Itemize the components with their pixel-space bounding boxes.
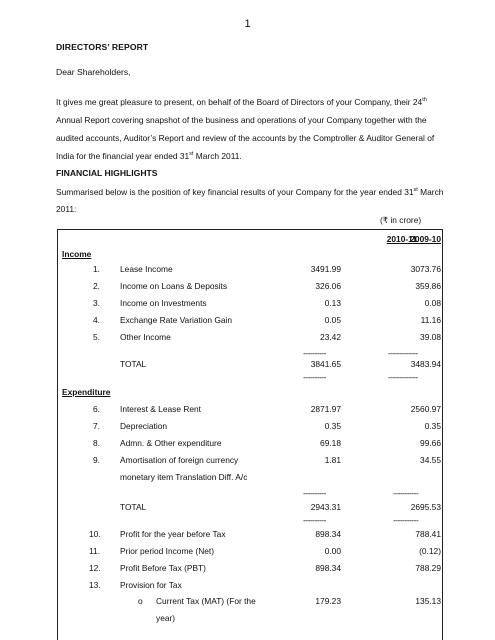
row-label: Amortisation of foreign currency bbox=[120, 455, 239, 465]
row-label: Interest & Lease Rent bbox=[120, 404, 202, 414]
value-2009-10: 3073.76 bbox=[410, 264, 441, 274]
row-number: 2. bbox=[93, 281, 100, 291]
row-label: Profit for the year before Tax bbox=[120, 529, 226, 539]
value-2009-10: 0.35 bbox=[424, 421, 441, 431]
row-number: 10. bbox=[89, 529, 101, 539]
column-header-2010-11: 2010-11 bbox=[386, 234, 417, 244]
value-2009-10: 0.08 bbox=[424, 298, 441, 308]
salutation: Dear Shareholders, bbox=[56, 67, 131, 77]
value-2009-10: 135.13 bbox=[415, 596, 441, 606]
row-label: Income on Loans & Deposits bbox=[120, 281, 228, 291]
row-number: 7. bbox=[93, 421, 100, 431]
row-label-continued: monetary item Translation Diff. A/c bbox=[120, 472, 248, 482]
value-2009-10: 34.55 bbox=[420, 455, 441, 465]
dash-separator: ---------- bbox=[303, 372, 326, 382]
value-2010-11: 23.42 bbox=[320, 332, 341, 342]
row-label: Provision for Tax bbox=[120, 580, 182, 590]
income-label: Income bbox=[62, 249, 92, 259]
value-2009-10: 788.29 bbox=[415, 563, 441, 573]
intro-paragraph: It gives me great pleasure to present, on behalf of the Board of Directors of your Company, their 24th Annual Report covering snapshot of the business and operations of your Company together with the audited accounts, Auditor’s Report and review of the accounts by the Comptroller & Auditor General of India for the financial year ended 31st March 2011. bbox=[56, 97, 435, 161]
row-number: 11. bbox=[89, 546, 101, 556]
row-number: 13. bbox=[89, 580, 101, 590]
row-label: Depreciation bbox=[120, 421, 168, 431]
value-2009-10: (0.12) bbox=[419, 546, 441, 556]
value-2009-10: 11.16 bbox=[420, 315, 441, 325]
row-label: Admn. & Other expenditure bbox=[120, 438, 222, 448]
expenditure-label: Expenditure bbox=[62, 387, 111, 397]
value-2009-10: 788.41 bbox=[415, 529, 441, 539]
row-number: 4. bbox=[93, 315, 100, 325]
row-number: 9. bbox=[93, 455, 100, 465]
row-label: Prior period Income (Net) bbox=[120, 546, 215, 556]
value-2009-10: 359.86 bbox=[415, 281, 441, 291]
value-2010-11: 2871.97 bbox=[310, 404, 341, 414]
dash-separator: ------------- bbox=[388, 348, 418, 358]
dash-separator: ---------- bbox=[303, 348, 326, 358]
expenditure-total-2009-10: 2695.53 bbox=[410, 502, 441, 512]
row-number: 12. bbox=[89, 563, 101, 573]
value-2010-11: 0.13 bbox=[324, 298, 341, 308]
value-2010-11: 0.05 bbox=[324, 315, 341, 325]
value-2010-11: 326.06 bbox=[315, 281, 341, 291]
dash-separator: ------------- bbox=[388, 372, 418, 382]
row-label: Profit Before Tax (PBT) bbox=[120, 563, 206, 573]
unit-label: (₹ in crore) bbox=[380, 215, 422, 225]
expenditure-total-2010-11: 2943.31 bbox=[310, 502, 341, 512]
row-label: Lease Income bbox=[120, 264, 173, 274]
value-2010-11: 69.18 bbox=[320, 438, 341, 448]
bullet-icon: o bbox=[138, 596, 143, 606]
row-number: 8. bbox=[93, 438, 100, 448]
financial-highlights-heading: FINANCIAL HIGHLIGHTS bbox=[56, 168, 158, 178]
expenditure-total-label: TOTAL bbox=[120, 502, 147, 512]
income-total-label: TOTAL bbox=[120, 359, 147, 369]
value-2009-10: 2560.97 bbox=[410, 404, 441, 414]
value-2010-11: 179.23 bbox=[315, 596, 341, 606]
dash-separator: ---------- bbox=[303, 515, 326, 525]
value-2010-11: 3491.99 bbox=[310, 264, 341, 274]
financial-table bbox=[57, 229, 443, 640]
page-number: 1 bbox=[244, 18, 251, 30]
row-number: 6. bbox=[93, 404, 100, 414]
value-2010-11: 0.35 bbox=[324, 421, 341, 431]
row-label: Other Income bbox=[120, 332, 171, 342]
row-label: Exchange Rate Variation Gain bbox=[120, 315, 233, 325]
income-total-2010-11: 3841.65 bbox=[310, 359, 341, 369]
value-2009-10: 99.66 bbox=[420, 438, 441, 448]
row-label-continued: year) bbox=[156, 613, 176, 623]
row-label: Income on Investments bbox=[120, 298, 207, 308]
dash-separator: ----------- bbox=[393, 488, 419, 498]
value-2010-11: 1.81 bbox=[324, 455, 341, 465]
value-2009-10: 39.08 bbox=[420, 332, 441, 342]
row-label: Current Tax (MAT) (For the bbox=[156, 596, 256, 606]
income-total-2009-10: 3483.94 bbox=[410, 359, 441, 369]
value-2010-11: 0.00 bbox=[324, 546, 341, 556]
summary-paragraph: Summarised below is the position of key financial results of your Company for the year ended 31st March 2011: bbox=[56, 187, 444, 214]
dash-separator: ---------- bbox=[303, 488, 326, 498]
row-number: 3. bbox=[93, 298, 100, 308]
value-2010-11: 898.34 bbox=[315, 563, 341, 573]
column-header-2009-10: 2009-10 bbox=[410, 234, 441, 244]
value-2010-11: 898.34 bbox=[315, 529, 341, 539]
report-title: DIRECTORS’ REPORT bbox=[56, 42, 149, 52]
dash-separator: ----------- bbox=[393, 515, 419, 525]
row-number: 1. bbox=[93, 264, 100, 274]
row-number: 5. bbox=[93, 332, 100, 342]
